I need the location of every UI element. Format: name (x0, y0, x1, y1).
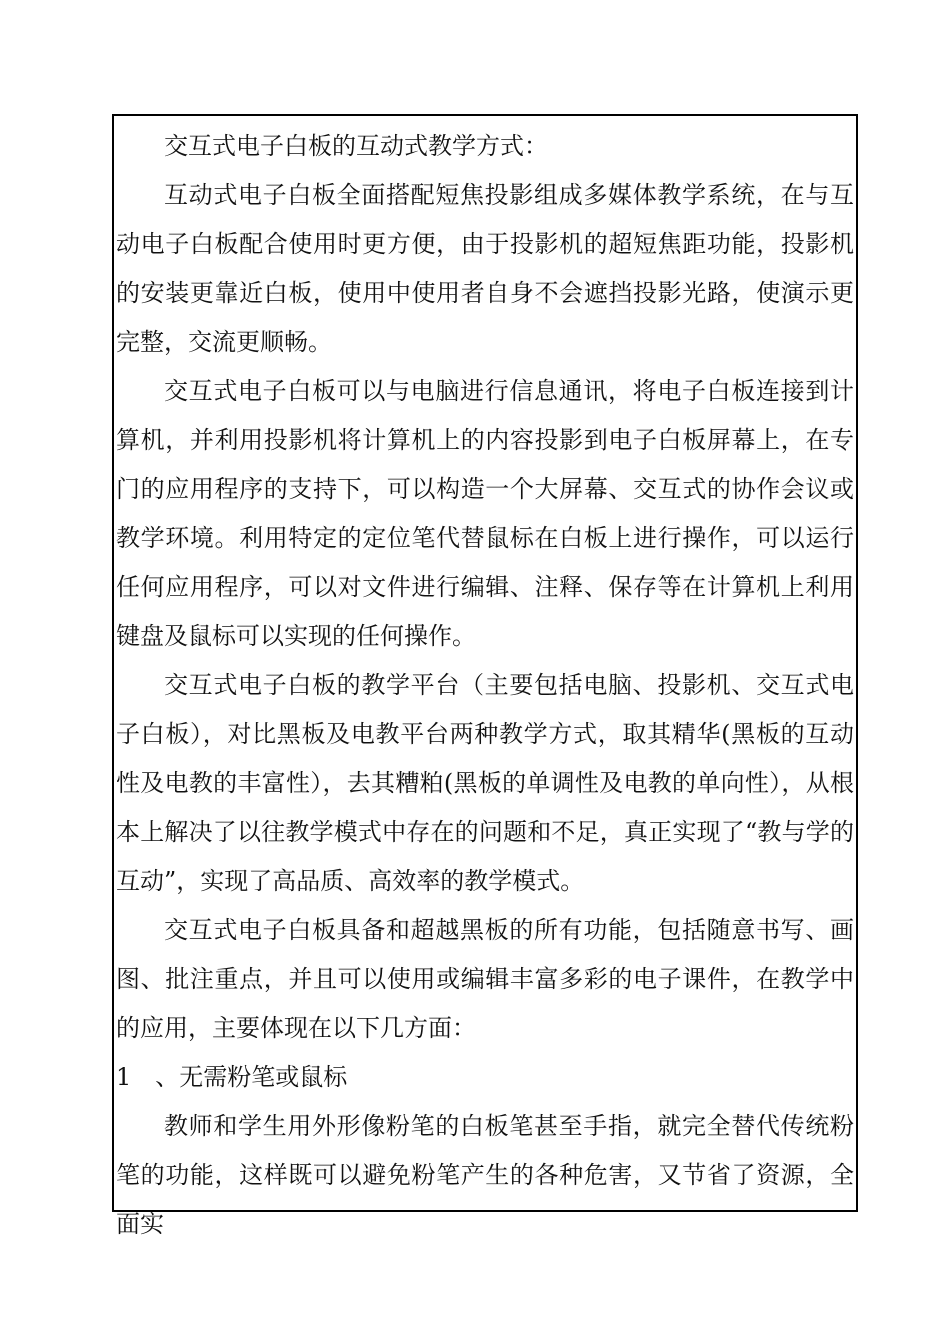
document-body (116, 122, 854, 1249)
list-item-heading-1: 1 、无需粉笔或鼠标 (116, 1063, 348, 1091)
paragraph-computer-connection: 交互式电子白板可以与电脑进行信息通讯，将电子白板连接到计算机，并利用投影机将计算机上的内容投影到电子白板屏幕上，在专门的应用程序的支持下，可以构造一个大屏幕、交互式的协作会议或教学环境。利用特定的定位笔代替鼠标在白板上进行操作，可以运行任何应用程序，可以对文件进行编辑、注释、保存等在计算机上利用键盘及鼠标可以实现的任何操作。 (116, 377, 854, 650)
paragraph-teaching-platform: 交互式电子白板的教学平台（主要包括电脑、投影机、交互式电子白板），对比黑板及电教平台两种教学方式，取其精华(黑板的互动性及电教的丰富性），去其糟粕(黑板的单调性及电教的单向性），从根本上解决了以往教学模式中存在的问题和不足，真正实现了“教与学的互动”，实现了高品质、高效率的教学模式。 (116, 671, 854, 895)
section-heading: 交互式电子白板的互动式教学方式： (164, 132, 548, 160)
paragraph-short-throw-projection: 互动式电子白板全面搭配短焦投影组成多媒体教学系统，在与互动电子白板配合使用时更方便，由于投影机的超短焦距功能，投影机的安装更靠近白板，使用中使用者自身不会遮挡投影光路，使演示更完整，交流更顺畅。 (116, 181, 854, 356)
document-frame (112, 114, 858, 1238)
paragraph-features: 交互式电子白板具备和超越黑板的所有功能，包括随意书写、画图、批注重点，并且可以使用或编辑丰富多彩的电子课件，在教学中的应用，主要体现在以下几方面： (116, 916, 854, 1042)
paragraph-whiteboard-pen: 教师和学生用外形像粉笔的白板笔甚至手指，就完全替代传统粉笔的功能，这样既可以避免粉笔产生的各种危害，又节省了资源，全面实 (116, 1112, 854, 1238)
